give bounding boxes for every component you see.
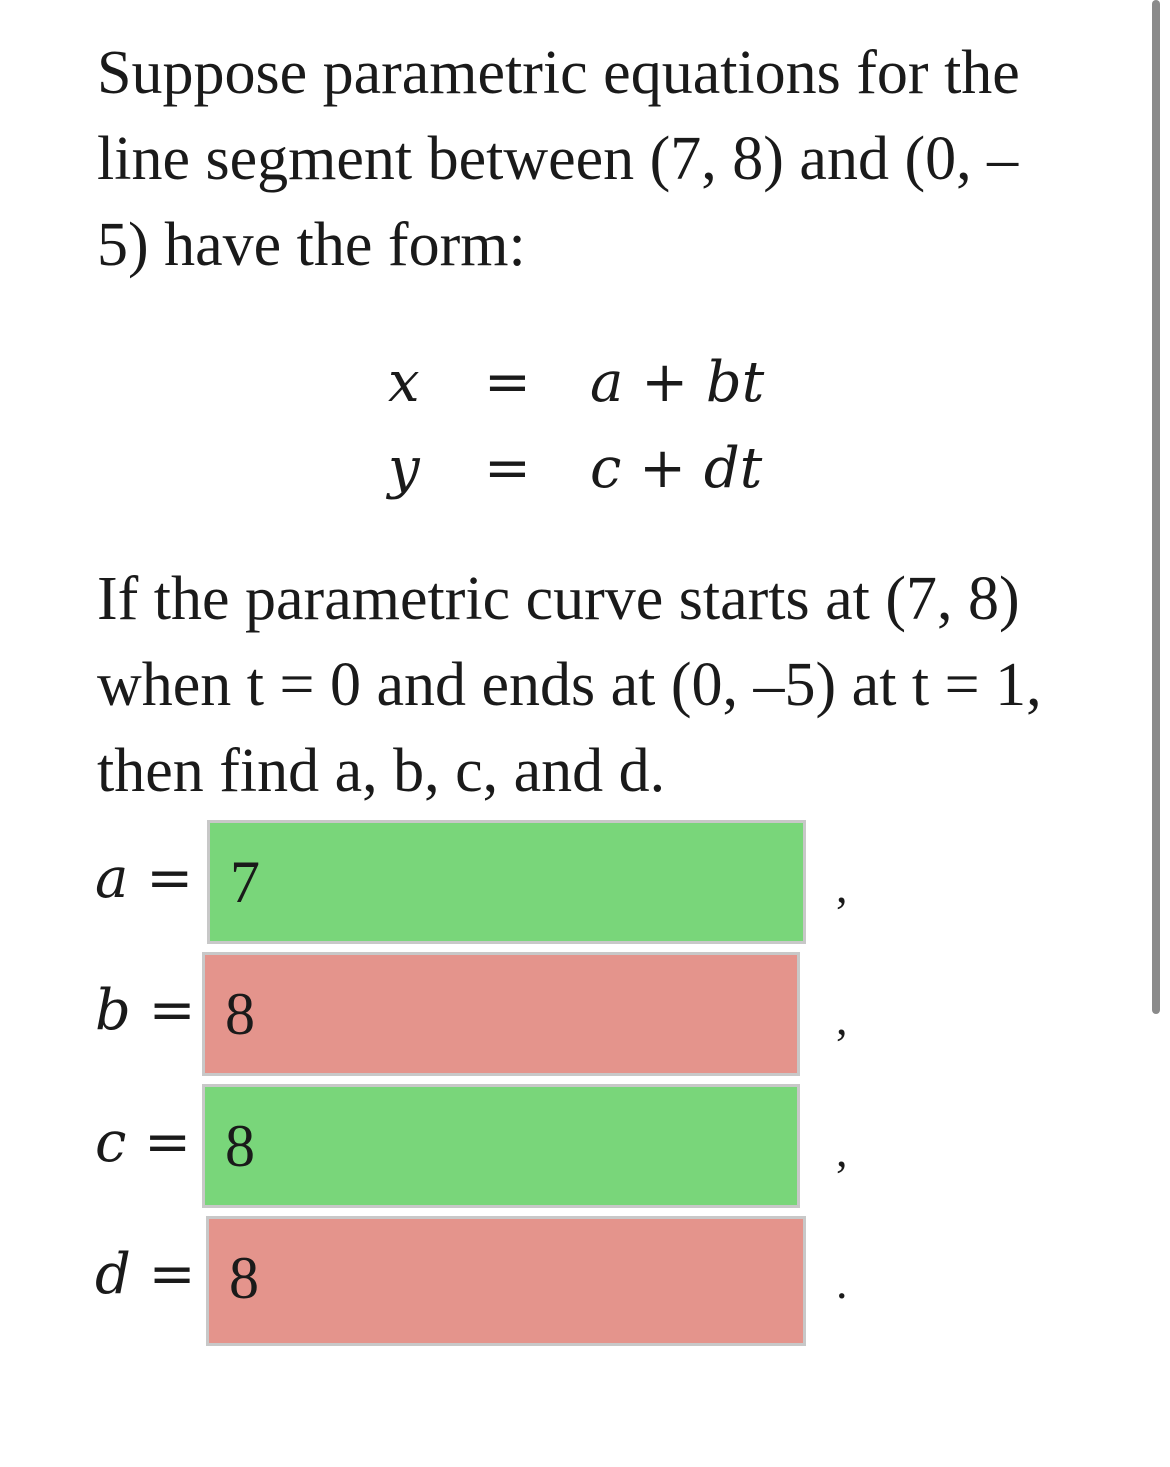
answer-input-b[interactable]: 8 [202, 952, 800, 1076]
answer-row-b [0, 952, 1170, 1080]
equation-equals: = [484, 350, 531, 415]
equation-rhs: a + bt [590, 350, 765, 415]
answer-label-b: b = [95, 978, 196, 1043]
answer-row-c [0, 1084, 1170, 1212]
answer-separator: , [836, 993, 848, 1044]
answer-label-a: a = [95, 846, 194, 911]
problem-intro: Suppose parametric equations for the line segment between (7, 8) and (0, –5) have the form: [97, 39, 1020, 279]
answer-row-a [0, 820, 1170, 948]
equation-lhs: y [388, 436, 420, 501]
equation-block [0, 340, 1170, 520]
answer-label-d: d = [95, 1242, 196, 1307]
problem-question: If the parametric curve starts at (7, 8) when t = 0 and ends at (0, –5) at t = 1, then find a, b, c, and d. [97, 565, 1042, 805]
answer-separator: , [836, 1125, 848, 1176]
equation-rhs: c + dt [590, 436, 763, 501]
answer-label-c: c = [95, 1110, 192, 1175]
equation-row-y [0, 436, 1170, 522]
equation-equals: = [484, 436, 531, 501]
equation-row-x [0, 350, 1170, 436]
answer-input-c[interactable]: 8 [202, 1084, 800, 1208]
equation-lhs: x [388, 350, 420, 415]
answer-row-d [0, 1216, 1170, 1344]
scrollbar[interactable] [1152, 0, 1160, 1014]
answer-input-d[interactable]: 8 [206, 1216, 806, 1346]
answer-separator: . [836, 1257, 848, 1308]
answer-separator: , [836, 861, 848, 912]
answer-input-a[interactable]: 7 [207, 820, 806, 944]
